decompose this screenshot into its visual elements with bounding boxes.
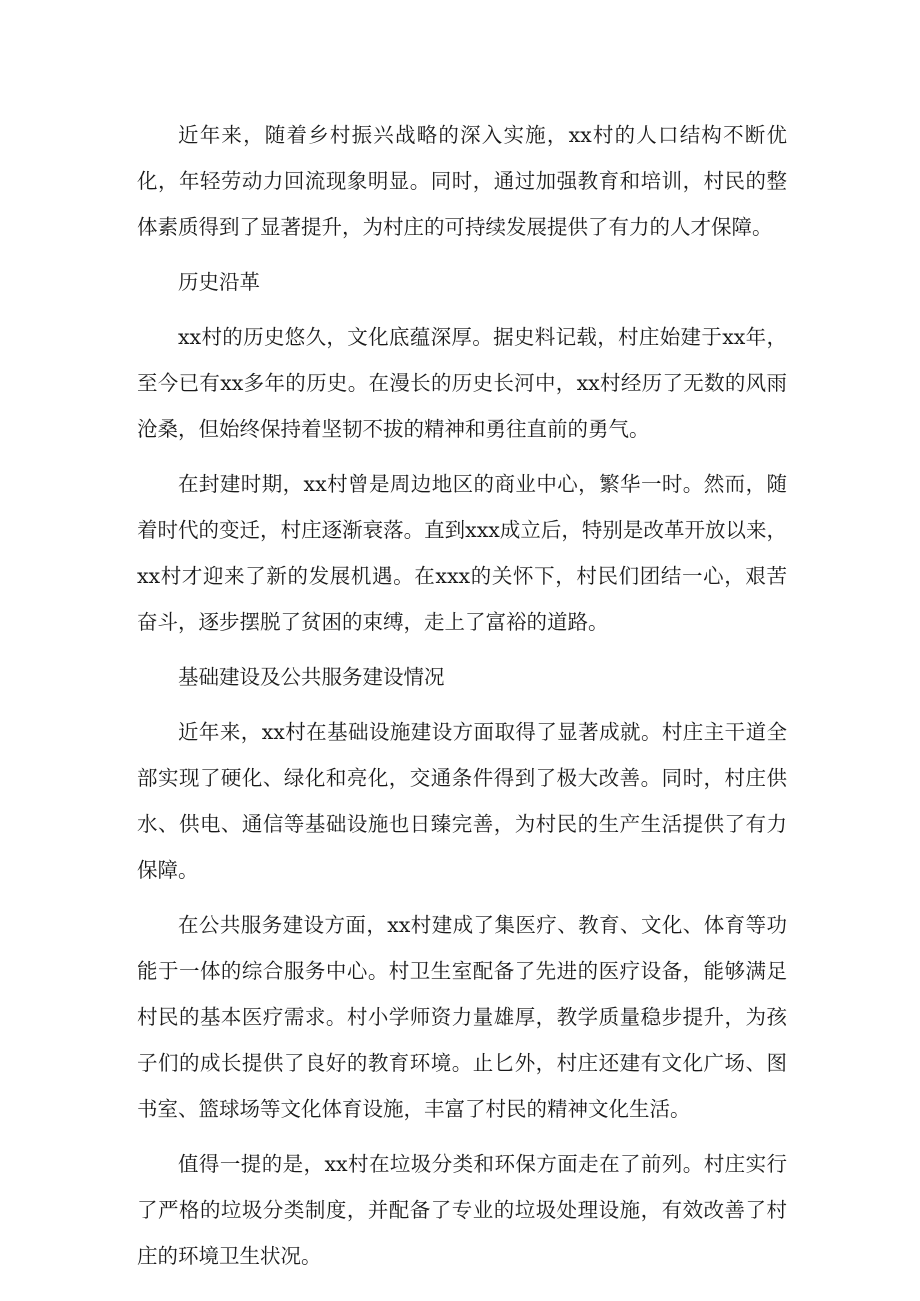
- document-body: [137, 112, 787, 1288]
- body-paragraph: 在公共服务建设方面，xx村建成了集医疗、教育、文化、体育等功能于一体的综合服务中心。村卫生室配备了先进的医疗设备，能够满足村民的基本医疗需求。村小学师资力量雄厚，教学质量稳步提升，为孩子们的成长提供了良好的教育环境。止匕外，村庄还建有文化广场、图书室、篮球场等文化体育设施，丰富了村民的精神文化生活。: [137, 913, 787, 1121]
- body-paragraph: 近年来，xx村在基础设施建设方面取得了显著成就。村庄主干道全部实现了硬化、绿化和亮化，交通条件得到了极大改善。同时，村庄供水、供电、通信等基础设施也日臻完善，为村民的生产生活提供了有力保障。: [137, 720, 787, 882]
- body-paragraph: xx村的历史悠久，文化底蕴深厚。据史料记载，村庄始建于xx年，至今已有xx多年的历史。在漫长的历史长河中，xx村经历了无数的风雨沧桑，但始终保持着坚韧不拔的精神和勇往直前的勇气。: [137, 325, 787, 441]
- body-paragraph: 在封建时期，xx村曾是周边地区的商业中心，繁华一时。然而，随着时代的变迁，村庄逐渐衰落。直到xxx成立后，特别是改革开放以来，xx村才迎来了新的发展机遇。在xxx的关怀下，村民们团结一心，艰苦奋斗，逐步摆脱了贫困的束缚，走上了富裕的道路。: [137, 472, 787, 634]
- body-paragraph: 值得一提的是，xx村在垃圾分类和环保方面走在了前列。村庄实行了严格的垃圾分类制度，并配备了专业的垃圾处理设施，有效改善了村庄的环境卫生状况。: [137, 1152, 787, 1268]
- section-heading: 历史沿革: [178, 270, 260, 294]
- body-paragraph: 近年来，随着乡村振兴战略的深入实施，xx村的人口结构不断优化，年轻劳动力回流现象明显。同时，通过加强教育和培训，村民的整体素质得到了显著提升，为村庄的可持续发展提供了有力的人才保障。: [137, 123, 787, 239]
- section-heading: 基础建设及公共服务建设情况: [178, 665, 445, 689]
